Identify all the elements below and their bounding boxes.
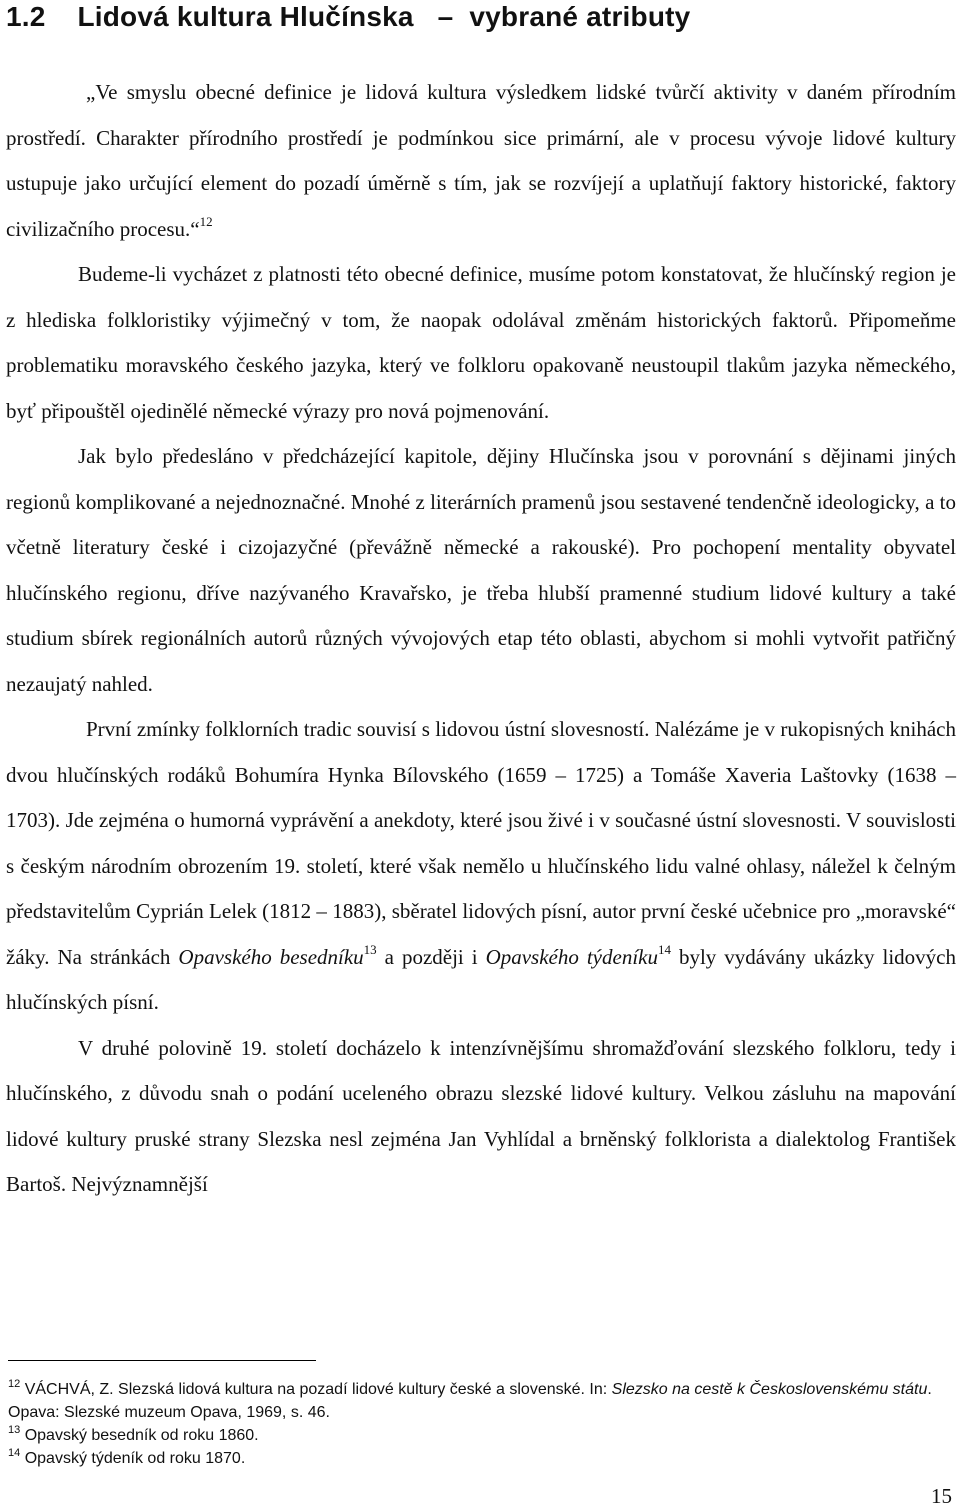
footnote-text: Opavský besedník od roku 1860. xyxy=(20,1427,259,1444)
heading-dash: – xyxy=(437,1,454,32)
quote-text: „Ve smyslu obecné definice je lidová kultura výsledkem lidské tvůrčí aktivity v daném přírodním prostředí. Charakter přírodního prostředí je podmínkou sice primární, ale v procesu vývoje lidové kultury ustupuje jako určující element do pozadí úměrně s tím, jak se rozvíjejí a uplatňují faktory historické, faktory civilizačního procesu.“ xyxy=(6,80,956,241)
footnote-14 xyxy=(8,1447,948,1470)
paragraph-4-text-c: byly vydávány ukázky lidových hlučínských písní. xyxy=(6,944,957,1014)
page-number: 15 xyxy=(931,1484,952,1508)
section-heading xyxy=(6,0,690,34)
footnote-italic-title: Slezsko na cestě k Československému státu xyxy=(611,1381,928,1398)
footnote-separator xyxy=(8,1360,316,1361)
section-subtitle: vybrané atributy xyxy=(469,1,691,32)
footnote-ref-12: 12 xyxy=(199,213,213,229)
paragraph-5: V druhé polovině 19. století docházelo k intenzívnějšímu shromažďování slezského folkloru, tedy i hlučínského, z důvodu snah o podání uceleného obrazu slezské lidové kultury. Velkou zásluhu na mapování lidové kultury pruské strany Slezska nesl zejména Jan Vyhlídal a brněnský folklorista a dialektolog František Bartoš. Nejvýznamnější xyxy=(6,1035,956,1196)
paragraph-3: Jak bylo předesláno v předcházející kapitole, dějiny Hlučínska jsou v porovnání s dějinami jiných regionů komplikované a nejednoznačné. Mnohé z literárních pramenů jsou sestavené tendenčně ideologicky, a to včetně literatury české i cizojazyčné (převážně německé a rakouské). Pro pochopení mentality obyvatel hlučínského regionu, dříve nazývaného Kravařsko, je třeba hlubší pramenné studium lidové kultury a také studium sbírek regionálních autorů různých vývojových etap této oblasti, abychom si mohli vytvořit patřičný nezaujatý nahled. xyxy=(6,444,956,696)
footnote-text: Opavský týdeník od roku 1870. xyxy=(20,1450,246,1467)
quote-paragraph xyxy=(6,70,956,252)
footnote-text: VÁCHVÁ, Z. Slezská lidová kultura na pozadí lidové kultury české a slovenské. In: xyxy=(20,1381,612,1398)
section-number: 1.2 xyxy=(6,1,46,32)
footnote-13 xyxy=(8,1424,948,1447)
section-title: Lidová kultura Hlučínska xyxy=(77,1,414,32)
footnote-ref-14: 14 xyxy=(657,941,671,957)
footnote-12 xyxy=(8,1378,948,1424)
paragraph-4-text-b: a později i xyxy=(376,944,486,969)
journal-title-tydenik: Opavského týdeníku xyxy=(485,944,658,969)
paragraph-4-text-a: První zmínky folklorních tradic souvisí s lidovou ústní slovesností. Nalézáme je v rukopisných knihách dvou hlučínských rodáků Bohumíra Hynka Bílovského (1659 – 1725) a Tomáše Xaveria Laštovky (1638 – 1703). Jde zejména o humorná vyprávění a anekdoty, které jsou živé i v současné ústní slovesnosti. V souvislosti s českým národním obrozením 19. století, které však nemělo u hlučínského lidu valné ohlasy, náležel k čelným představitelům Cyprián Lelek (1812 – 1883), sběratel lidových písní, autor první české učebnice pro „moravské“ žáky. Na stránkách xyxy=(6,717,956,969)
body-text xyxy=(6,70,956,1208)
footnote-text: . Opava: Slezské muzeum Opava, 1969, s. 46. xyxy=(8,1381,932,1421)
footnote-number: 13 xyxy=(8,1424,21,1436)
paragraph-2: Budeme-li vycházet z platnosti této obecné definice, musíme potom konstatovat, že hlučínský region je z hlediska folkloristiky výjimečný v tom, že naopak odolával změnám historických faktorů. Připomeňme problematiku moravského českého jazyka, který ve folkloru opakovaně neustoupil tlakům jazyka německého, byť připouštěl ojedinělé německé výrazy pro nová pojmenování. xyxy=(6,262,956,423)
footnote-number: 14 xyxy=(8,1447,21,1459)
footnote-number: 12 xyxy=(8,1378,21,1390)
footnote-ref-13: 13 xyxy=(363,941,377,957)
journal-title-besednik: Opavského besedníku xyxy=(178,944,364,969)
paragraph-4 xyxy=(6,707,956,1026)
footnotes xyxy=(8,1378,948,1470)
